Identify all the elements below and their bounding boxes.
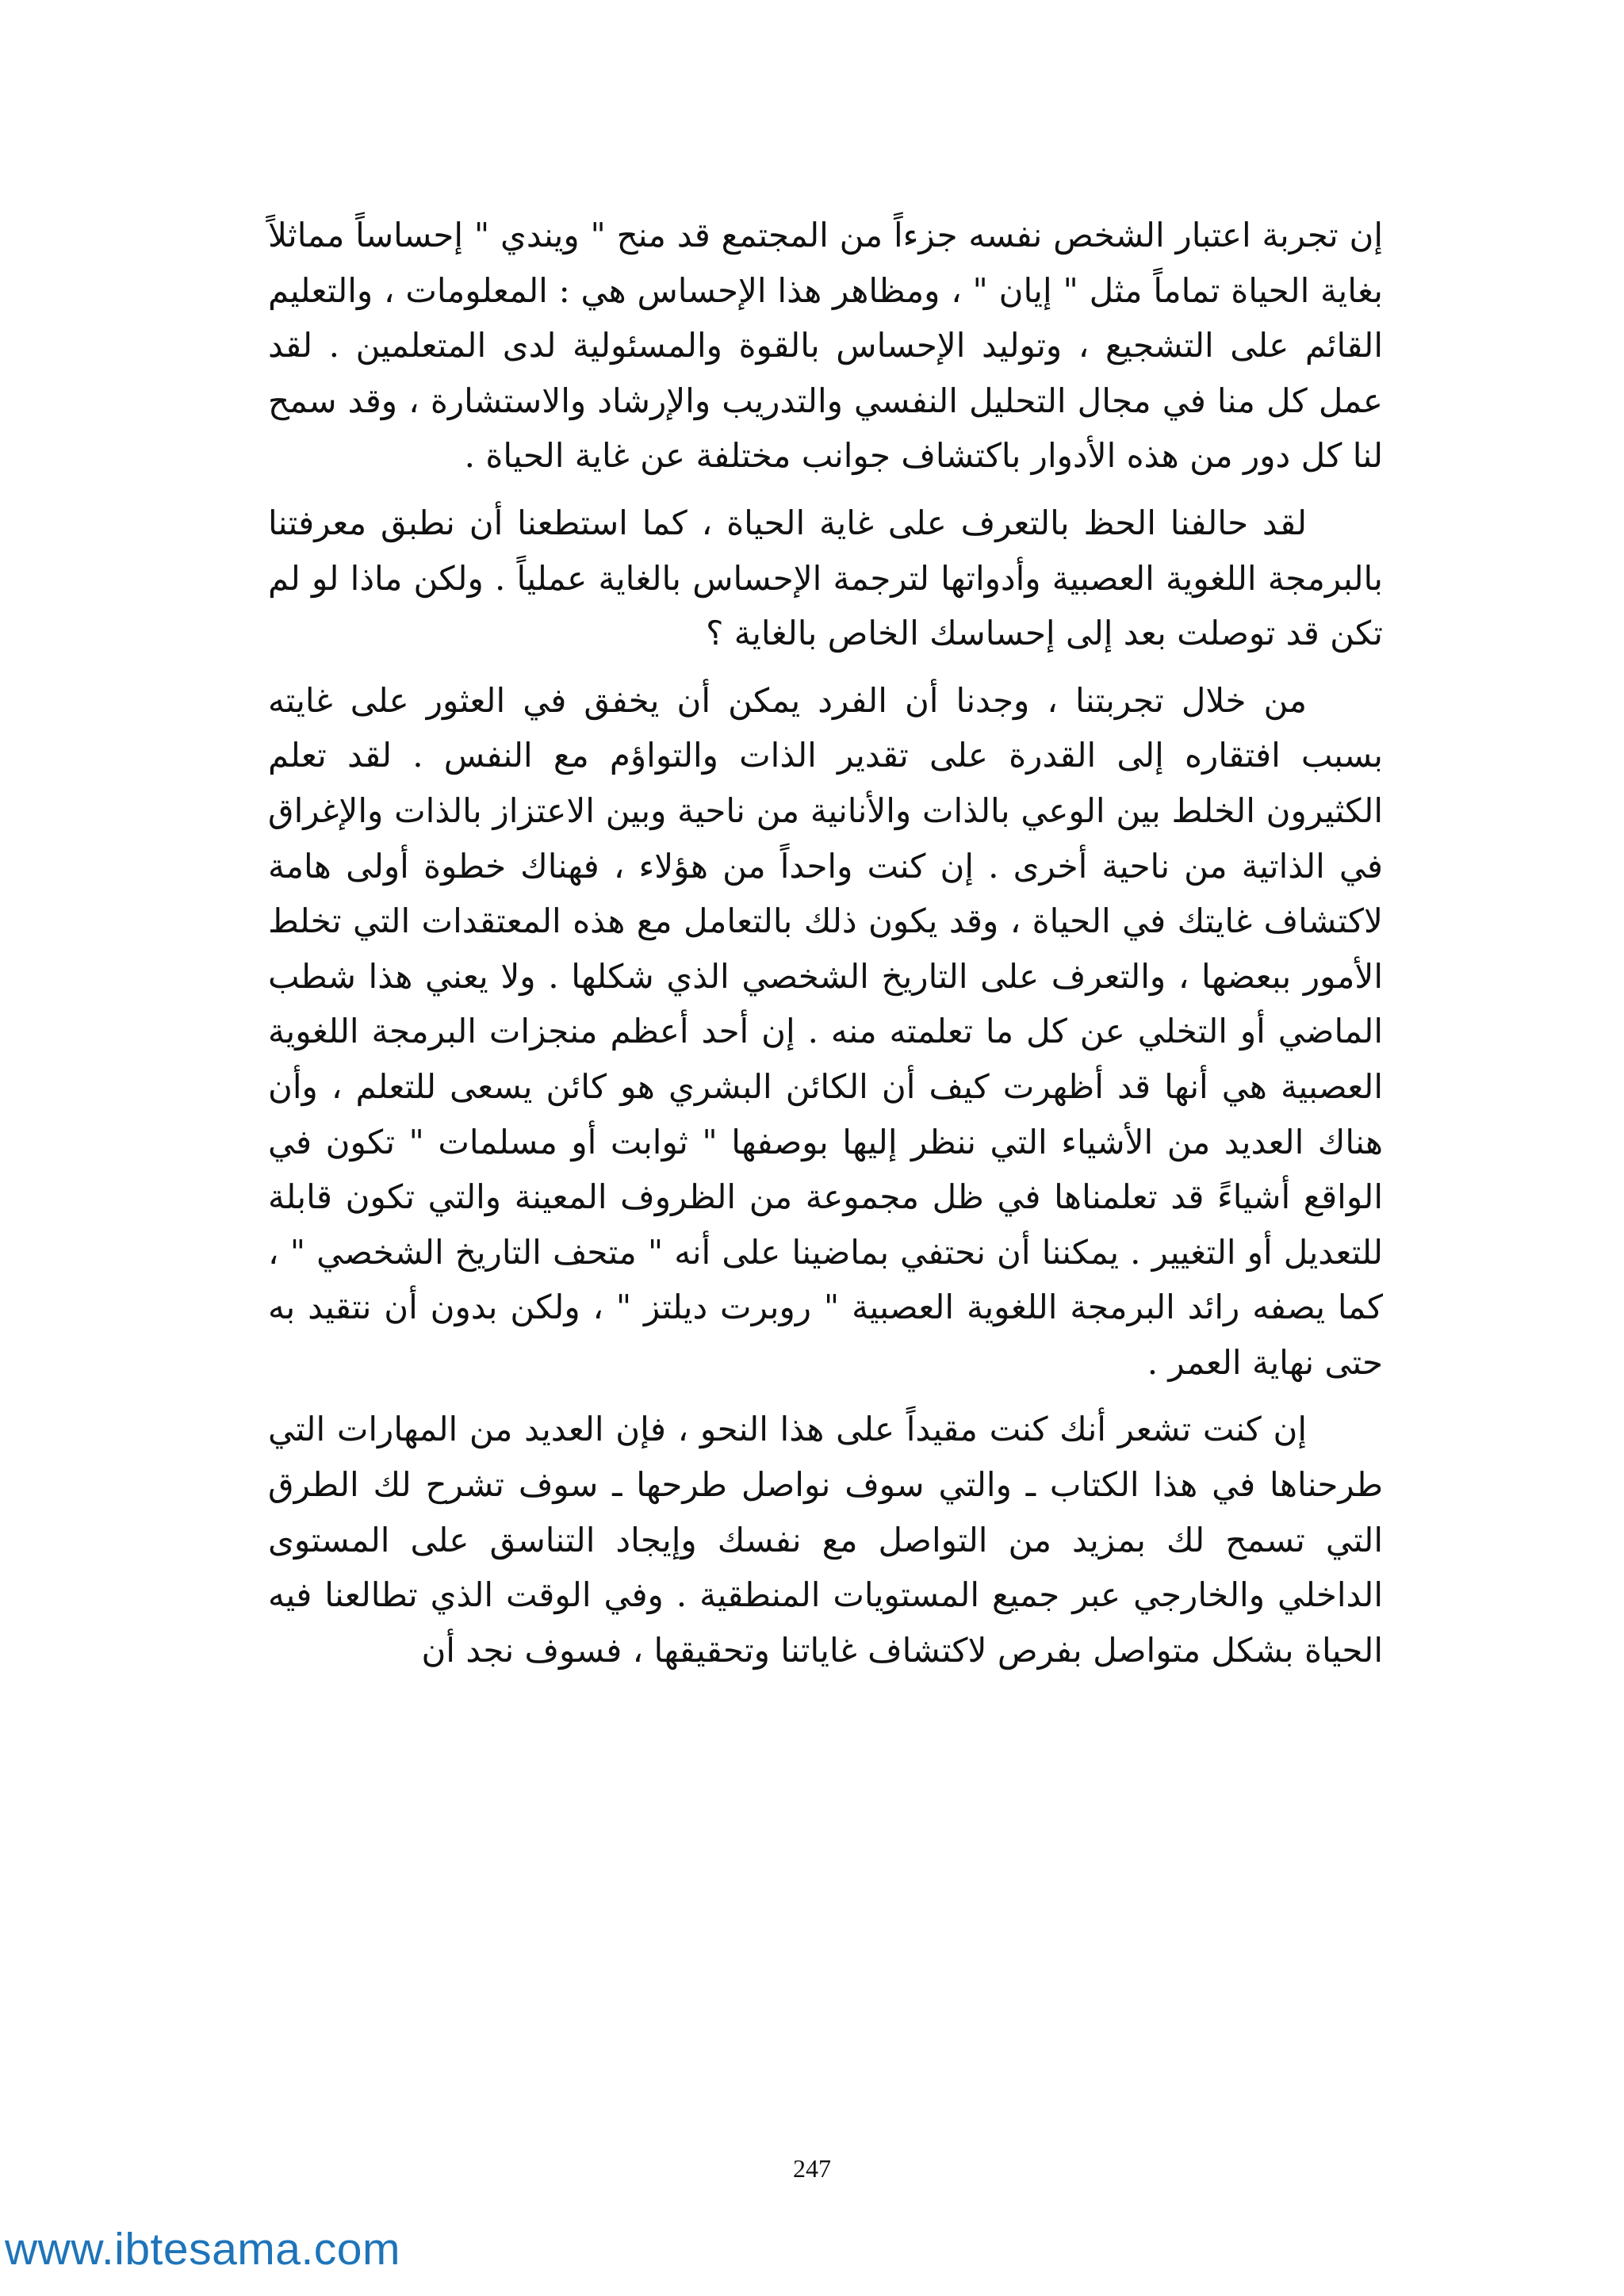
website-watermark: www.ibtesama.com bbox=[5, 2224, 400, 2275]
page-number: 247 bbox=[793, 2154, 831, 2183]
paragraph-3: من خلال تجربتنا ، وجدنا أن الفرد يمكن أن يخفق في العثور على غايته بسبب افتقاره إلى القدرة على تقدير الذات والتواؤم مع النفس . لقد تعلم الكثيرون الخلط بين الوعي بالذات والأنانية من ناحية وبين الاعتزاز بالذات والإغراق في الذاتية من ناحية أخرى . إن كنت واحداً من هؤلاء ، فهناك خطوة أولى هامة لاكتشاف غايتك في الحياة ، وقد يكون ذلك بالتعامل مع هذه المعتقدات التي تخلط الأمور ببعضها ، والتعرف على التاريخ الشخصي الذي شكلها . ولا يعني هذا شطب الماضي أو التخلي عن كل ما تعلمته منه . إن أحد أعظم منجزات البرمجة اللغوية العصبية هي أنها قد أظهرت كيف أن الكائن البشري هو كائن يسعى للتعلم ، وأن هناك العديد من الأشياء التي ننظر إليها بوصفها " ثوابت أو مسلمات " تكون في الواقع أشياءً قد تعلمناها في ظل مجموعة من الظروف المعينة والتي تكون قابلة للتعديل أو التغيير . يمكننا أن نحتفي بماضينا على أنه " متحف التاريخ الشخصي " ، كما يصفه رائد البرمجة اللغوية العصبية " روبرت ديلتز " ، ولكن بدون أن نتقيد به حتى نهاية العمر . bbox=[268, 680, 1384, 1382]
body-text bbox=[268, 208, 1383, 1689]
paragraph-1: إن تجربة اعتبار الشخص نفسه جزءاً من المجتمع قد منح " ويندي " إحساساً مماثلاً بغاية الحياة تماماً مثل " إيان " ، ومظاهر هذا الإحساس هي : المعلومات ، والتعليم القائم على التشجيع ، وتوليد الإحساس بالقوة والمسئولية لدى المتعلمين . لقد عمل كل منا في مجال التحليل النفسي والتدريب والإرشاد والاستشارة ، وقد سمح لنا كل دور من هذه الأدوار باكتشاف جوانب مختلفة عن غاية الحياة . bbox=[268, 216, 1383, 476]
paragraph-4: إن كنت تشعر أنك كنت مقيداً على هذا النحو ، فإن العديد من المهارات التي طرحناها في هذا الكتاب ـ والتي سوف نواصل طرحها ـ سوف تشرح لك الطرق التي تسمح لك بمزيد من التواصل مع نفسك وإيجاد التناسق على المستوى الداخلي والخارجي عبر جميع المستويات المنطقية . وفي الوقت الذي تطالعنا فيه الحياة بشكل متواصل بفرص لاكتشاف غاياتنا وتحقيقها ، فسوف نجد أن bbox=[268, 1410, 1383, 1670]
paragraph-2: لقد حالفنا الحظ بالتعرف على غاية الحياة ، كما استطعنا أن نطبق معرفتنا بالبرمجة اللغوية العصبية وأدواتها لترجمة الإحساس بالغاية عملياً . ولكن ماذا لو لم تكن قد توصلت بعد إلى إحساسك الخاص بالغاية ؟ bbox=[268, 503, 1383, 653]
